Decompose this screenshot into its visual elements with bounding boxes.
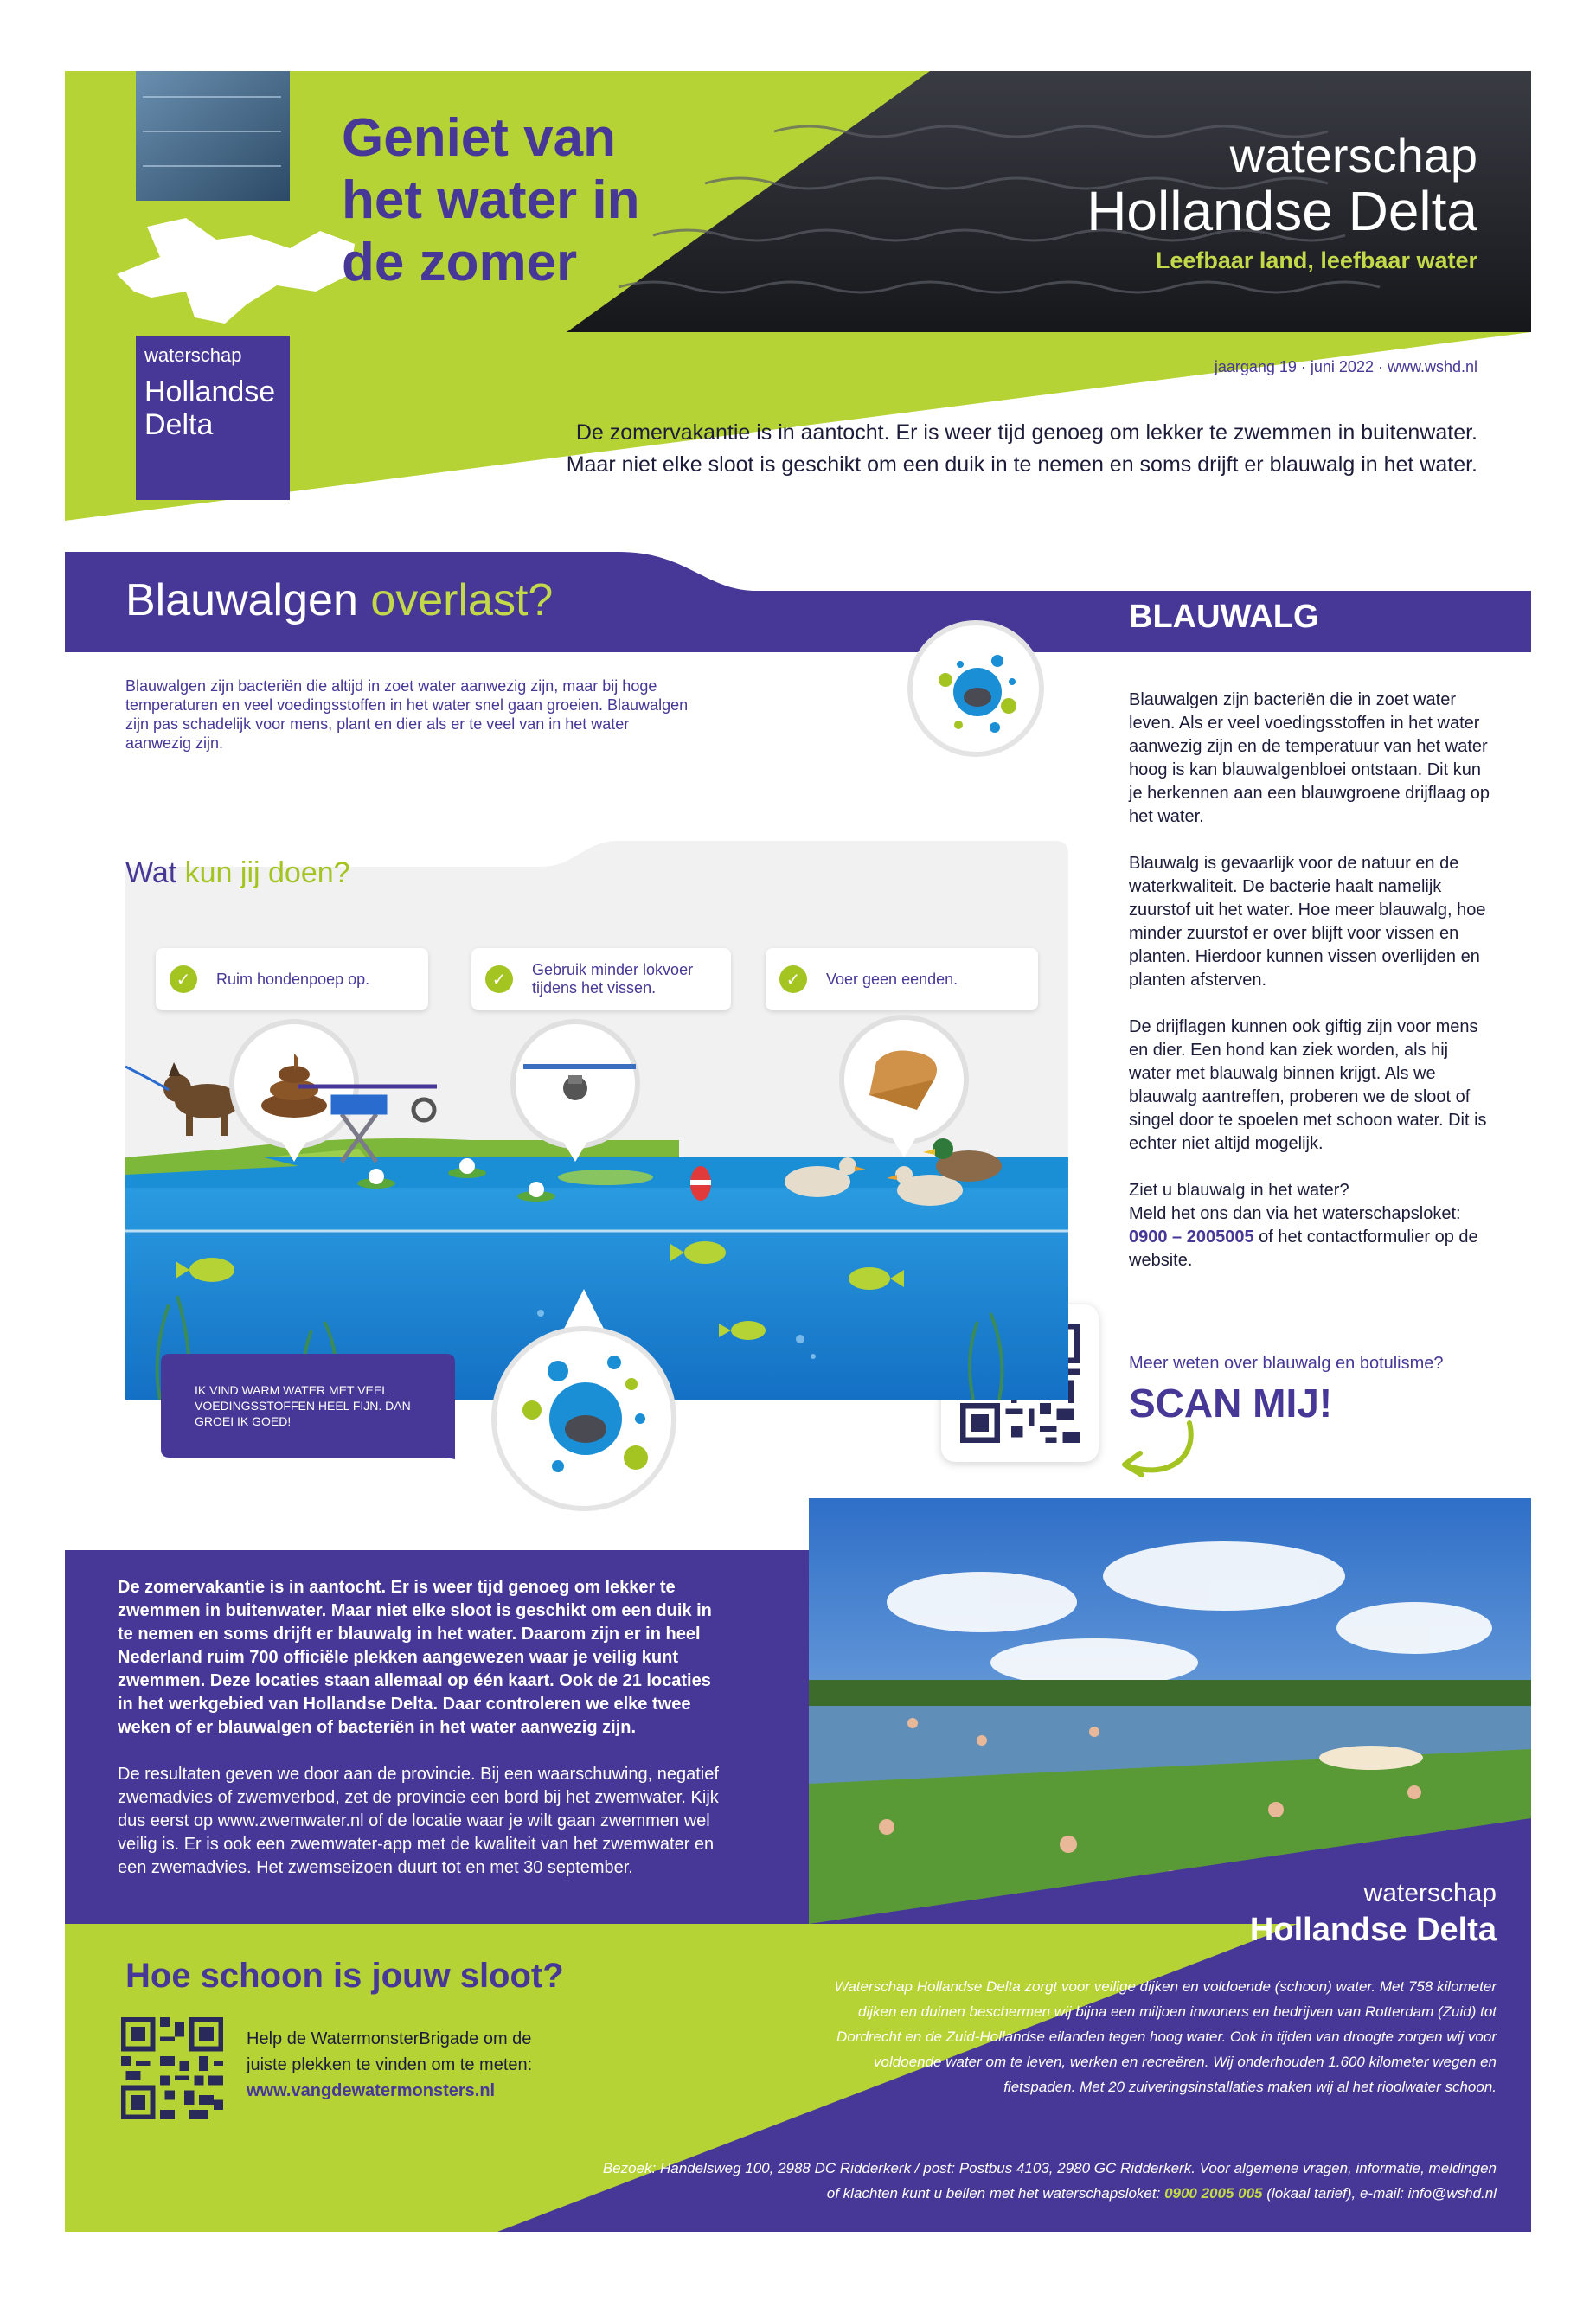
swimming-info-regular: De resultaten geven we door aan de provincie. Bij een waarschuwing, negatief zwemadvies of zwemverbod, zet de provincie een bord bij het zwemwater. Kijk dus eerst op www.zwemwater.nl of de locatie waar je wilt gaan zwemmen wel veilig is. Er is ook een zwemwater-app met de kwaliteit van het zwemwater en een zwemadvies. Het zwemseizoen duurt tot en met 30 september. xyxy=(118,1765,719,1877)
header xyxy=(65,71,1531,521)
section-title-main: Blauwalgen xyxy=(125,575,358,625)
footer-brand xyxy=(1250,1879,1497,1949)
info-paragraph-3: De drijflagen kunnen ook giftig zijn voor mens en dier. Een hond kan ziek worden, als hij water met blauwalg binnen krijgt. Als we blauwalg aantreffen, proberen we de sloot of singel door te spoelen met schoon water. Dit is echter niet altijd mogelijk. xyxy=(1129,1017,1487,1153)
watermonster-title: Hoe schoon is jouw sloot? xyxy=(125,1957,564,1995)
curved-arrow-icon xyxy=(1107,1414,1202,1484)
section-title-accent: overlast? xyxy=(370,575,554,625)
title-line-3: de zomer xyxy=(342,233,578,292)
what-can-you-do-title xyxy=(125,856,350,890)
tip-text: Ruim hondenpoep op. xyxy=(216,970,370,988)
what-title-accent: kun jij doen? xyxy=(184,856,350,889)
brand-name: Hollandse Delta xyxy=(1086,180,1477,242)
tip-text: Gebruik minder lokvoer tijdens het vissen. xyxy=(532,961,694,997)
footer-contact xyxy=(588,2156,1497,2206)
report-instruction: Meld het ons dan via het waterschapsloket: xyxy=(1129,1204,1461,1223)
brand-waterschap: waterschap xyxy=(1229,128,1477,183)
watermonster-description: Help de WatermonsterBrigade om de juiste plekken te vinden om te meten: xyxy=(247,2029,533,2074)
bacteria-icon xyxy=(907,619,1045,758)
swimming-info-bold: De zomervakantie is in aantocht. Er is weer tijd genoeg om lekker te zwemmen in buitenwater. Maar niet elke sloot is geschikt om een duik in te nemen en soms drijft er blauwalg in het water. Daarom zijn er in heel Nederland ruim 700 officiële plekken aangewezen waar je veilig kunt zwemmen. Deze locaties staan allemaal op één kaart. Ook de 21 locaties in het werkgebied van Hollandse Delta. Daar controleren we elke twee weken of er blauwalgen of bacteriën in het water aanwezig zijn. xyxy=(118,1578,712,1737)
footer-about-text: Waterschap Hollandse Delta zorgt voor veilige dijken en voldoende (schoon) water. Met 758 kilometer dijken en duinen beschermen wij bijna een miljoen inwoners en bedrijven van Rotterdam (Zuid) tot Dordrecht en de Zuid-Hollandse eilanden tegen hoog water. Ook in tijden van droogte zorgen wij voor voldoende water om te leven, werken en recreëren. Wij onderhouden 1.600 kilometer wegen en fietspaden. Met 20 zuiveringsinstallaties maken wij al het rioolwater schoon. xyxy=(834,1978,1497,2095)
info-paragraph-1: Blauwalgen zijn bacteriën die in zoet water leven. Als er veel voedingsstoffen in het water aanwezig zijn en de temperatuur van het water hoog is kan blauwalgenbloei ontstaan. Dit kun je herkennen aan een blauwgroene drijflaag op het water. xyxy=(1129,690,1490,826)
info-paragraph-2: Blauwalg is gevaarlijk voor de natuur en de waterkwaliteit. De bacterie haalt namelijk zuurstof uit het water. Hoe meer blauwalg, hoe minder zuurstof er over blijft voor vissen en planten. Hierdoor kunnen vissen overlijden en planten afsterven. xyxy=(1129,854,1486,990)
check-icon: ✓ xyxy=(779,965,807,993)
scan-me-label: SCAN MIJ! xyxy=(1129,1381,1333,1426)
intro-line-1: De zomervakantie is in aantocht. Er is weer tijd genoeg om lekker te zwemmen in buitenwater. xyxy=(575,420,1477,445)
intro-text xyxy=(439,417,1477,481)
watermonster-text xyxy=(247,2026,541,2104)
page-title xyxy=(342,107,705,294)
blauwalg-info-column xyxy=(1129,689,1492,1272)
speech-bubble-text: IK VIND WARM WATER MET VEEL VOEDINGSSTOFFEN HEEL FIJN. DAN GROEI IK GOED! xyxy=(195,1383,411,1428)
section-title-blauwalgen xyxy=(125,574,553,626)
qr-code-watermonsters[interactable] xyxy=(121,2017,223,2119)
footer-brand-name: Hollandse Delta xyxy=(1249,1912,1497,1948)
brand-block xyxy=(1086,130,1477,274)
what-title-main: Wat xyxy=(125,856,177,889)
fishing-float xyxy=(690,1166,711,1201)
logo xyxy=(136,336,290,500)
footer-contact-address: Bezoek: Handelsweg 100, 2988 DC Ridderkerk / post: Postbus 4103, 2980 GC Ridderkerk. Voor algemene vragen, informatie, meldingen of klachten kunt u bellen met het waterschapsloket: xyxy=(602,2160,1497,2202)
tip-ducks xyxy=(766,948,1038,1010)
brand-slogan: Leefbaar land, leefbaar water xyxy=(1155,247,1477,273)
check-icon: ✓ xyxy=(485,965,513,993)
title-line-2: het water in xyxy=(342,170,640,230)
logo-line-2: Delta xyxy=(144,408,214,441)
issue-info: jaargang 19 · juni 2022 · www.wshd.nl xyxy=(1214,358,1477,375)
watermonster-link[interactable]: www.vangdewatermonsters.nl xyxy=(247,2081,496,2100)
tip-bait xyxy=(471,948,731,1010)
blauwalgen-intro-text: Blauwalgen zijn bacteriën die altijd in zoet water aanwezig zijn, maar bij hoge temperaturen en veel voedingsstoffen in het water snel gaan groeien. Blauwalgen zijn pas schadelijk voor mens, plant en dier als er te veel van in het water aanwezig zijn. xyxy=(125,677,689,752)
footer-contact-phone[interactable]: 0900 2005 005 xyxy=(1164,2185,1263,2202)
side-heading: BLAUWALG xyxy=(1129,599,1319,635)
tip-text: Voer geen eenden. xyxy=(826,970,958,988)
tip-dog-poop xyxy=(156,948,428,1010)
footer-contact-email: (lokaal tarief), e-mail: info@wshd.nl xyxy=(1266,2185,1497,2202)
logo-line-1: Hollandse xyxy=(144,375,276,408)
footer-brand-waterschap: waterschap xyxy=(1363,1879,1497,1907)
bacteria-character-icon xyxy=(489,1289,679,1514)
bread-bubble xyxy=(842,1017,966,1157)
info-paragraph-4 xyxy=(1129,1179,1492,1272)
dog-illustration xyxy=(125,1062,240,1136)
more-info-text: Meer weten over blauwalg en botulisme? xyxy=(1129,1354,1444,1373)
title-line-1: Geniet van xyxy=(342,108,616,168)
report-question: Ziet u blauwalg in het water? xyxy=(1129,1181,1349,1200)
report-phone: 0900 – 2005005 xyxy=(1129,1227,1254,1247)
intro-line-2: Maar niet elke sloot is geschikt om een duik in te nemen en soms drijft er blauwalg in het water. xyxy=(566,452,1477,477)
logo-waterschap: waterschap xyxy=(144,344,242,366)
report-alternative: of het contactformulier op de website. xyxy=(1129,1227,1478,1270)
report-contact xyxy=(1129,1226,1492,1272)
check-icon: ✓ xyxy=(170,965,197,993)
